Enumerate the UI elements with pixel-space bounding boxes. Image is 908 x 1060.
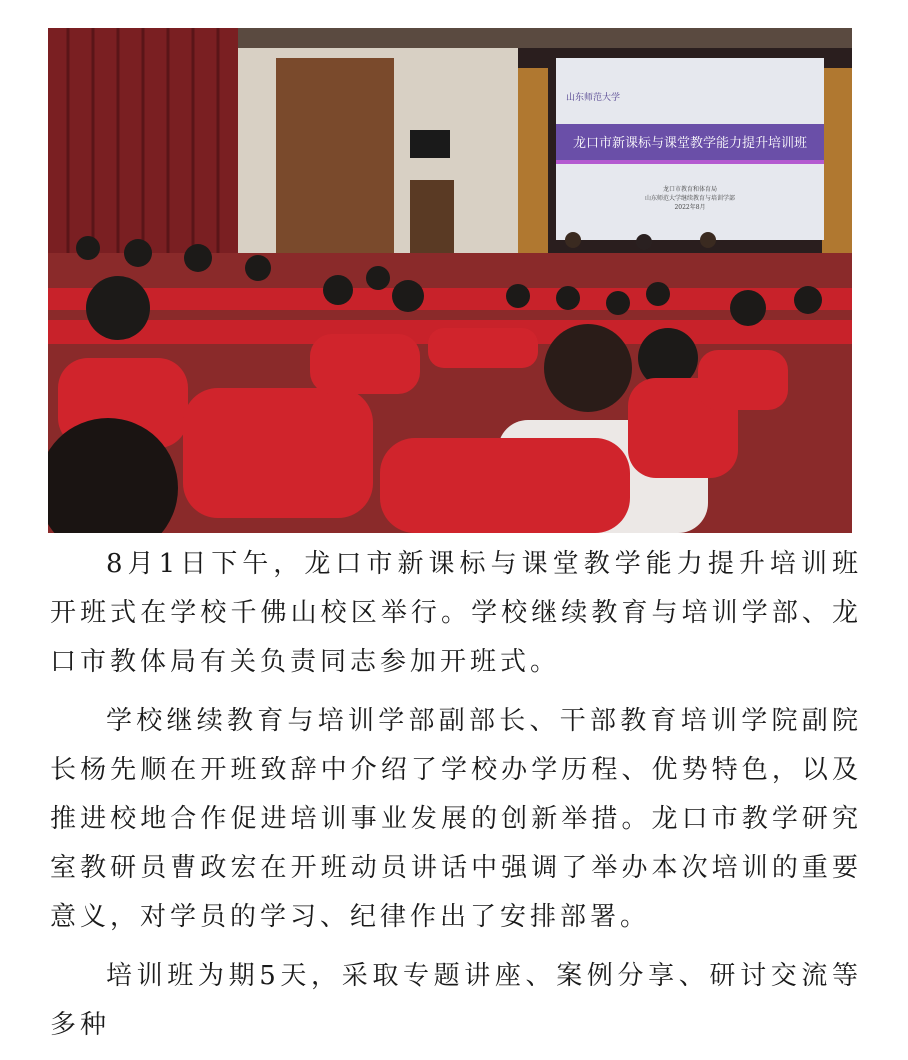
paragraph-1: 8月1日下午，龙口市新课标与课堂教学能力提升培训班开班式在学校千佛山校区举行。学校继续教育与培训学部、龙口市教体局有关负责同志参加开班式。 (50, 549, 862, 677)
event-photo (48, 28, 852, 533)
screen-org-1: 龙口市教育和体育局 (662, 186, 718, 193)
screen-org-2: 山东师范大学继续教育与培训学部 (644, 195, 736, 202)
screen-logo: 山东师范大学 (566, 93, 621, 103)
paragraph-3: 培训班为期5天，采取专题讲座、案例分享、研讨交流等多种 (50, 961, 862, 1040)
screen-title: 龙口市新课标与课堂教学能力提升培训班 (572, 136, 808, 151)
article-body (50, 540, 862, 1060)
paragraph-2: 学校继续教育与培训学部副部长、干部教育培训学院副院长杨先顺在开班致辞中介绍了学校办学历程、优势特色，以及推进校地合作促进培训事业发展的创新举措。龙口市教学研究室教研员曹政宏在开班动员讲话中强调了举办本次培训的重要意义，对学员的学习、纪律作出了安排部署。 (50, 706, 862, 932)
screen-date: 2022年8月 (674, 204, 706, 211)
lecture-hall-photo (48, 28, 852, 533)
